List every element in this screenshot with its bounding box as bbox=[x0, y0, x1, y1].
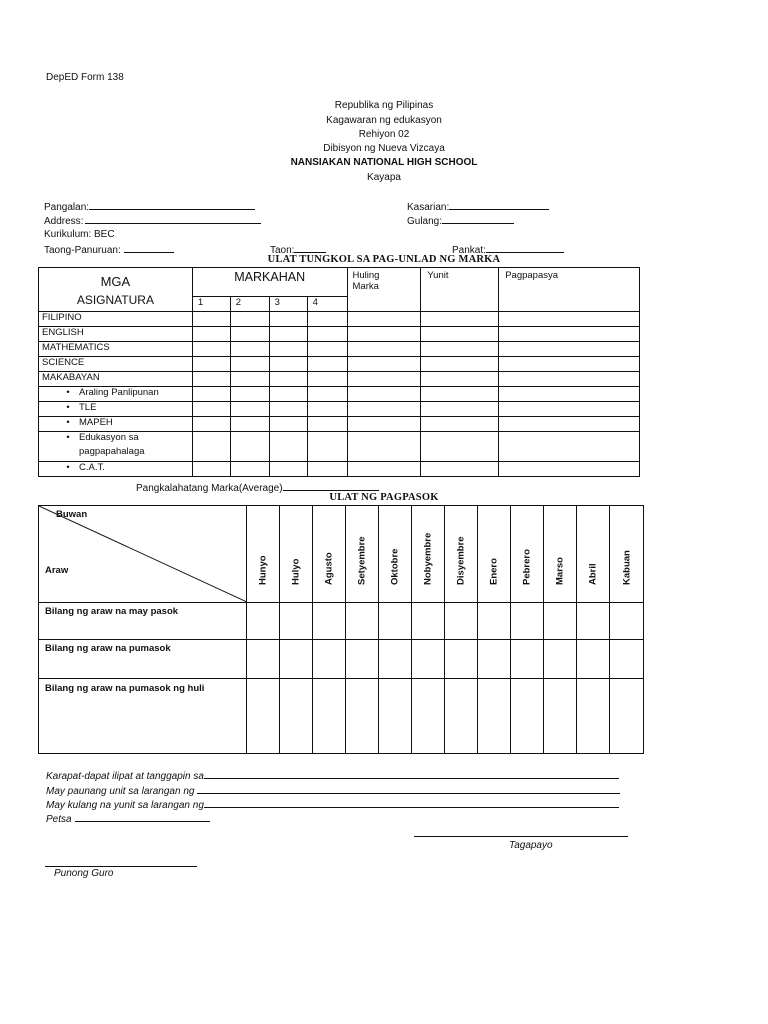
average-label: Pangkalahatang Marka(Average) bbox=[136, 483, 283, 494]
grade-cell[interactable] bbox=[307, 342, 347, 357]
month-header-setyembre bbox=[346, 506, 379, 603]
grade-cell[interactable] bbox=[192, 387, 230, 402]
attendance-cell[interactable] bbox=[247, 603, 280, 640]
date-label: Petsa bbox=[46, 814, 72, 825]
row-label: Bilang ng araw na may pasok bbox=[39, 603, 247, 640]
units-cell[interactable] bbox=[421, 327, 499, 342]
grade-cell[interactable] bbox=[269, 342, 307, 357]
attendance-corner bbox=[39, 506, 247, 603]
bullet-icon: • bbox=[66, 387, 70, 398]
transfer-line[interactable] bbox=[204, 769, 619, 779]
subjects-header-line2: ASIGNATURA bbox=[76, 293, 154, 307]
month-header-hulyo bbox=[280, 506, 313, 603]
corner-month-label: Buwan bbox=[56, 509, 88, 520]
subject-text: Araling Panlipunan bbox=[79, 387, 159, 398]
final-cell[interactable] bbox=[347, 372, 421, 387]
units-cell[interactable] bbox=[421, 462, 499, 477]
school-year-label: Taong-Panuruan: bbox=[44, 245, 121, 256]
units-cell[interactable] bbox=[421, 342, 499, 357]
attendance-cell[interactable] bbox=[247, 640, 280, 679]
attendance-cell[interactable] bbox=[379, 679, 412, 754]
units-cell[interactable] bbox=[421, 432, 499, 462]
final-cell[interactable] bbox=[347, 417, 421, 432]
month-header-nobyembre bbox=[412, 506, 445, 603]
remarks-cell[interactable] bbox=[499, 312, 640, 327]
attendance-cell[interactable] bbox=[313, 679, 346, 754]
grade-row-mapeh bbox=[39, 417, 640, 432]
attendance-cell[interactable] bbox=[379, 640, 412, 679]
units-cell[interactable] bbox=[421, 372, 499, 387]
grade-cell[interactable] bbox=[230, 462, 269, 477]
attendance-cell[interactable] bbox=[577, 640, 610, 679]
address-field bbox=[44, 214, 261, 227]
row-label: Bilang ng araw na pumasok ng huli bbox=[39, 679, 247, 754]
adviser-label: Tagapayo bbox=[509, 840, 553, 851]
attendance-table bbox=[38, 505, 644, 754]
remarks-cell[interactable] bbox=[499, 387, 640, 402]
month-label: Nobyembre bbox=[422, 532, 434, 585]
grade-cell[interactable] bbox=[230, 402, 269, 417]
age-field bbox=[407, 214, 514, 227]
grade-cell[interactable] bbox=[269, 387, 307, 402]
grade-row-araling-panlipunan bbox=[39, 387, 640, 402]
grade-row-makabayan bbox=[39, 372, 640, 387]
final-cell[interactable] bbox=[347, 327, 421, 342]
grade-row-cat bbox=[39, 462, 640, 477]
attendance-cell[interactable] bbox=[346, 679, 379, 754]
grade-cell[interactable] bbox=[192, 357, 230, 372]
grades-title: ULAT TUNGKOL SA PAG-UNLAD NG MARKA bbox=[267, 254, 501, 265]
units-cell[interactable] bbox=[421, 312, 499, 327]
attendance-cell[interactable] bbox=[511, 679, 544, 754]
units-header: Yunit bbox=[421, 268, 499, 312]
attendance-row-tardy bbox=[39, 679, 644, 754]
attendance-cell[interactable] bbox=[346, 640, 379, 679]
subject-label: SCIENCE bbox=[39, 357, 193, 372]
school-name: NANSIAKAN NATIONAL HIGH SCHOOL bbox=[290, 157, 478, 168]
attendance-cell[interactable] bbox=[577, 603, 610, 640]
attendance-cell[interactable] bbox=[247, 679, 280, 754]
attendance-cell[interactable] bbox=[511, 640, 544, 679]
bullet-icon: • bbox=[66, 432, 70, 443]
grade-row-science bbox=[39, 357, 640, 372]
grade-row-edukasyon bbox=[39, 432, 640, 462]
grade-cell[interactable] bbox=[307, 402, 347, 417]
final-cell[interactable] bbox=[347, 312, 421, 327]
subject-label: MAKABAYAN bbox=[39, 372, 193, 387]
attendance-cell[interactable] bbox=[412, 679, 445, 754]
subject-text: Edukasyon sa bbox=[79, 432, 139, 443]
adviser-signature-line[interactable] bbox=[414, 835, 628, 837]
month-header-marso bbox=[544, 506, 577, 603]
month-header-disyembre bbox=[445, 506, 478, 603]
lacking-units-field bbox=[46, 798, 619, 811]
month-header-oktobre bbox=[379, 506, 412, 603]
grade-cell[interactable] bbox=[307, 327, 347, 342]
grade-row-mathematics bbox=[39, 342, 640, 357]
subject-text-line2: pagpapahalaga bbox=[79, 446, 145, 457]
grade-cell[interactable] bbox=[307, 372, 347, 387]
header-region: Rehiyon 02 bbox=[358, 129, 410, 140]
final-grade-header bbox=[347, 268, 421, 312]
remarks-cell[interactable] bbox=[499, 462, 640, 477]
lacking-units-label: May kulang na yunit sa larangan ng bbox=[46, 800, 204, 811]
row-label: Bilang ng araw na pumasok bbox=[39, 640, 247, 679]
name-line[interactable] bbox=[89, 200, 255, 210]
quarter-1-header: 1 bbox=[192, 297, 230, 312]
month-label: Setyembre bbox=[356, 536, 368, 585]
attendance-cell[interactable] bbox=[577, 679, 610, 754]
advance-units-label: May paunang unit sa larangan ng bbox=[46, 786, 195, 797]
name-field bbox=[44, 200, 255, 213]
grade-cell[interactable] bbox=[269, 462, 307, 477]
grade-cell[interactable] bbox=[192, 417, 230, 432]
remarks-cell[interactable] bbox=[499, 432, 640, 462]
grade-cell[interactable] bbox=[192, 462, 230, 477]
transfer-label: Karapat-dapat ilipat at tanggapin sa bbox=[46, 771, 204, 782]
attendance-cell[interactable] bbox=[610, 679, 644, 754]
month-label: Kabuan bbox=[621, 550, 632, 585]
date-field bbox=[46, 812, 210, 825]
units-cell[interactable] bbox=[421, 357, 499, 372]
final-cell[interactable] bbox=[347, 387, 421, 402]
final-cell[interactable] bbox=[347, 402, 421, 417]
section-label: Pankat: bbox=[452, 245, 486, 256]
month-header-abril bbox=[577, 506, 610, 603]
grade-cell[interactable] bbox=[192, 312, 230, 327]
grade-row-tle bbox=[39, 402, 640, 417]
attendance-cell[interactable] bbox=[412, 640, 445, 679]
attendance-cell[interactable] bbox=[544, 679, 577, 754]
grade-cell[interactable] bbox=[307, 462, 347, 477]
attendance-cell[interactable] bbox=[445, 603, 478, 640]
grade-cell[interactable] bbox=[307, 417, 347, 432]
grade-cell[interactable] bbox=[307, 432, 347, 462]
sex-label: Kasarian: bbox=[407, 202, 450, 213]
final-header-line1: Huling bbox=[352, 270, 380, 281]
header-division: Dibisyon ng Nueva Vizcaya bbox=[323, 143, 445, 154]
average-line[interactable] bbox=[283, 481, 379, 491]
grade-cell[interactable] bbox=[269, 312, 307, 327]
principal-label: Punong Guro bbox=[54, 868, 114, 879]
attendance-row-present bbox=[39, 640, 644, 679]
year-line[interactable] bbox=[294, 243, 326, 253]
grades-table bbox=[38, 267, 640, 477]
attendance-cell[interactable] bbox=[313, 603, 346, 640]
grade-cell[interactable] bbox=[269, 357, 307, 372]
address-line[interactable] bbox=[85, 214, 261, 224]
attendance-cell[interactable] bbox=[478, 603, 511, 640]
month-label: Marso bbox=[554, 557, 566, 585]
grade-cell[interactable] bbox=[230, 357, 269, 372]
month-label: Oktobre bbox=[389, 548, 401, 585]
grade-cell[interactable] bbox=[307, 357, 347, 372]
header-department: Kagawaran ng edukasyon bbox=[326, 115, 442, 126]
month-label: Disyembre bbox=[455, 536, 467, 585]
quarter-4-header: 4 bbox=[307, 297, 347, 312]
subject-label bbox=[39, 432, 193, 462]
attendance-cell[interactable] bbox=[610, 603, 644, 640]
grade-cell[interactable] bbox=[230, 327, 269, 342]
quarter-3-header: 3 bbox=[269, 297, 307, 312]
section-line[interactable] bbox=[486, 243, 564, 253]
grade-cell[interactable] bbox=[269, 402, 307, 417]
grade-cell[interactable] bbox=[230, 372, 269, 387]
final-cell[interactable] bbox=[347, 432, 421, 462]
month-header-agusto bbox=[313, 506, 346, 603]
bullet-icon: • bbox=[66, 417, 70, 428]
month-label: Abril bbox=[587, 563, 599, 585]
remarks-cell[interactable] bbox=[499, 372, 640, 387]
grade-cell[interactable] bbox=[230, 432, 269, 462]
attendance-cell[interactable] bbox=[412, 603, 445, 640]
attendance-cell[interactable] bbox=[478, 640, 511, 679]
subjects-header-line1: MGA bbox=[100, 274, 131, 289]
units-cell[interactable] bbox=[421, 402, 499, 417]
corner-day-label: Araw bbox=[45, 565, 69, 576]
grade-cell[interactable] bbox=[269, 327, 307, 342]
subject-label: MATHEMATICS bbox=[39, 342, 193, 357]
month-label: Pebrero bbox=[521, 549, 533, 585]
attendance-cell[interactable] bbox=[511, 603, 544, 640]
grade-row-english bbox=[39, 327, 640, 342]
subject-label: ENGLISH bbox=[39, 327, 193, 342]
remarks-header: Pagpapasya bbox=[499, 268, 640, 312]
subject-label bbox=[39, 387, 193, 402]
grade-cell[interactable] bbox=[269, 417, 307, 432]
address-label: Address: bbox=[44, 216, 84, 227]
subject-label bbox=[39, 402, 193, 417]
quarters-header: MARKAHAN bbox=[192, 268, 347, 297]
subject-text: TLE bbox=[79, 402, 97, 413]
grade-cell[interactable] bbox=[192, 327, 230, 342]
advance-units-line[interactable] bbox=[197, 784, 620, 794]
year-label: Taon: bbox=[270, 245, 295, 256]
grade-cell[interactable] bbox=[307, 312, 347, 327]
school-year-line[interactable] bbox=[124, 243, 174, 253]
remarks-cell[interactable] bbox=[499, 357, 640, 372]
grade-cell[interactable] bbox=[230, 342, 269, 357]
grade-row-filipino bbox=[39, 312, 640, 327]
grade-cell[interactable] bbox=[230, 312, 269, 327]
remarks-cell[interactable] bbox=[499, 327, 640, 342]
grade-cell[interactable] bbox=[192, 342, 230, 357]
form-label: DepED Form 138 bbox=[46, 72, 124, 83]
attendance-cell[interactable] bbox=[544, 603, 577, 640]
principal-signature-line[interactable] bbox=[45, 865, 197, 867]
grade-cell[interactable] bbox=[307, 387, 347, 402]
units-cell[interactable] bbox=[421, 387, 499, 402]
attendance-cell[interactable] bbox=[280, 679, 313, 754]
subject-label bbox=[39, 462, 193, 477]
diagonal-divider bbox=[39, 506, 247, 602]
month-label: Hunyo bbox=[257, 555, 269, 585]
header-town: Kayapa bbox=[367, 172, 401, 183]
attendance-cell[interactable] bbox=[544, 640, 577, 679]
curriculum-label: Kurikulum: BEC bbox=[44, 229, 115, 240]
month-header-kabuan bbox=[610, 506, 644, 603]
bullet-icon: • bbox=[66, 402, 70, 413]
subject-text: C.A.T. bbox=[79, 462, 105, 473]
transfer-field bbox=[46, 769, 619, 782]
grade-cell[interactable] bbox=[230, 387, 269, 402]
subject-text: MAPEH bbox=[79, 417, 113, 428]
month-header-hunyo bbox=[247, 506, 280, 603]
final-cell[interactable] bbox=[347, 342, 421, 357]
month-label: Agusto bbox=[323, 552, 335, 585]
subjects-header bbox=[39, 268, 193, 312]
sex-field bbox=[407, 200, 549, 213]
attendance-cell[interactable] bbox=[280, 640, 313, 679]
remarks-cell[interactable] bbox=[499, 342, 640, 357]
final-cell[interactable] bbox=[347, 357, 421, 372]
grade-cell[interactable] bbox=[269, 372, 307, 387]
attendance-title: ULAT NG PAGPASOK bbox=[329, 492, 439, 503]
attendance-cell[interactable] bbox=[280, 603, 313, 640]
attendance-cell[interactable] bbox=[379, 603, 412, 640]
name-label: Pangalan: bbox=[44, 202, 90, 213]
sex-line[interactable] bbox=[449, 200, 549, 210]
grade-cell[interactable] bbox=[192, 372, 230, 387]
grade-cell[interactable] bbox=[230, 417, 269, 432]
remarks-cell[interactable] bbox=[499, 402, 640, 417]
date-line[interactable] bbox=[75, 812, 210, 822]
age-line[interactable] bbox=[442, 214, 514, 224]
bullet-icon: • bbox=[66, 462, 70, 473]
attendance-cell[interactable] bbox=[445, 679, 478, 754]
lacking-units-line[interactable] bbox=[204, 798, 619, 808]
month-header-pebrero bbox=[511, 506, 544, 603]
attendance-cell[interactable] bbox=[478, 679, 511, 754]
header-republic: Republika ng Pilipinas bbox=[334, 100, 434, 111]
advance-units-field bbox=[46, 784, 620, 797]
grade-cell[interactable] bbox=[192, 402, 230, 417]
final-cell[interactable] bbox=[347, 462, 421, 477]
quarter-2-header: 2 bbox=[230, 297, 269, 312]
subject-label bbox=[39, 417, 193, 432]
age-label: Gulang: bbox=[407, 216, 443, 227]
month-label: Hulyo bbox=[290, 558, 302, 585]
month-header-enero bbox=[478, 506, 511, 603]
attendance-cell[interactable] bbox=[610, 640, 644, 679]
grade-cell[interactable] bbox=[192, 432, 230, 462]
attendance-cell[interactable] bbox=[313, 640, 346, 679]
attendance-row-school-days bbox=[39, 603, 644, 640]
subject-label: FILIPINO bbox=[39, 312, 193, 327]
final-header-line2: Marka bbox=[352, 281, 379, 292]
attendance-cell[interactable] bbox=[346, 603, 379, 640]
units-cell[interactable] bbox=[421, 417, 499, 432]
month-label: Enero bbox=[488, 558, 500, 585]
grade-cell[interactable] bbox=[269, 432, 307, 462]
attendance-cell[interactable] bbox=[445, 640, 478, 679]
remarks-cell[interactable] bbox=[499, 417, 640, 432]
